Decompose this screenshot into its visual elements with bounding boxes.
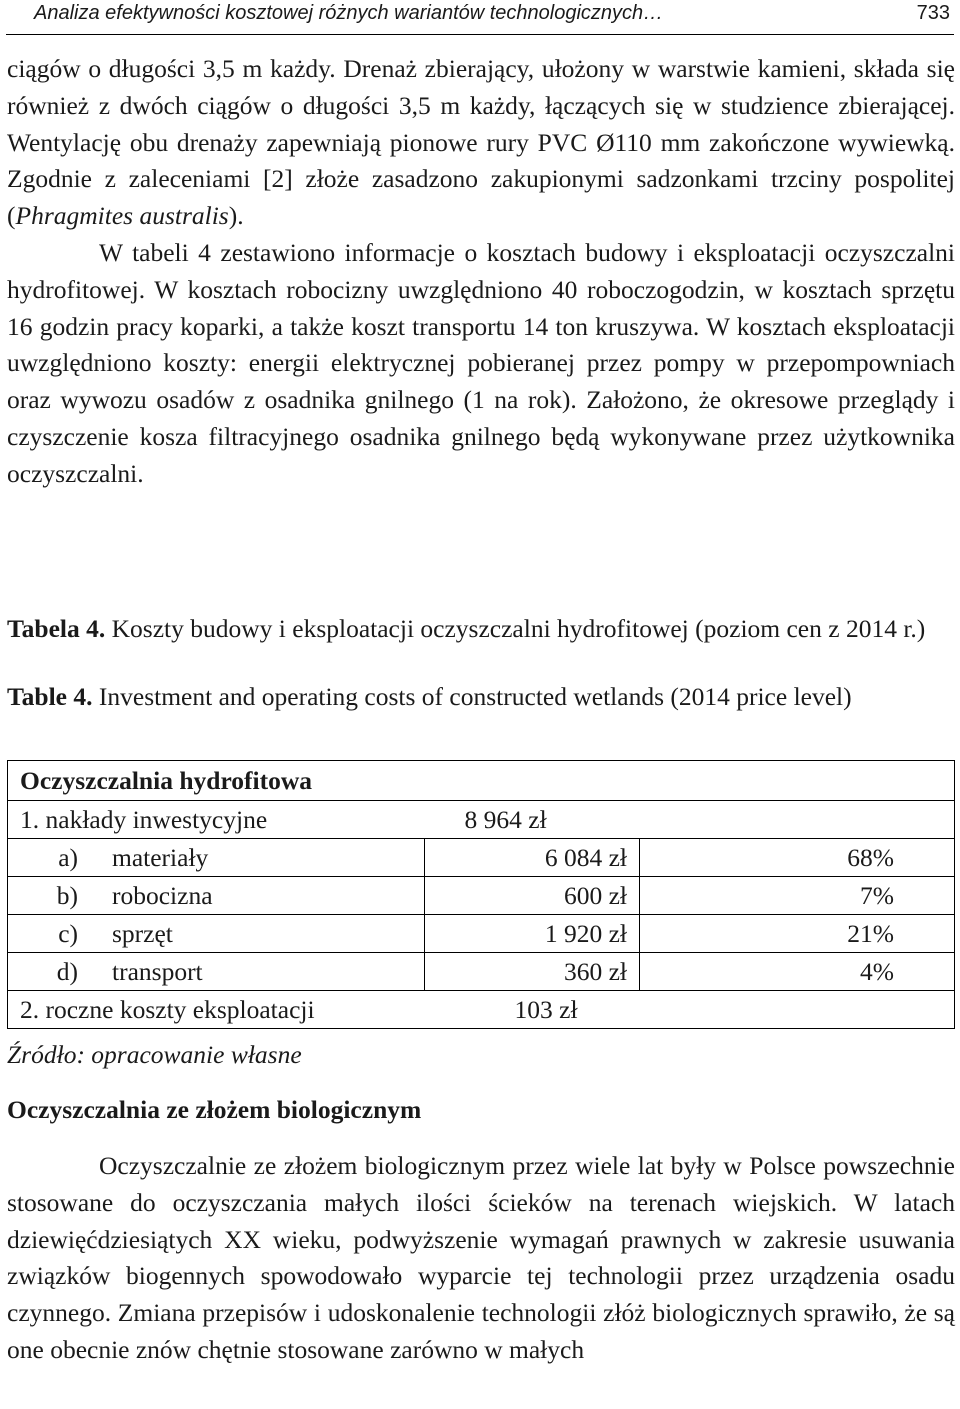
section-heading: Oczyszczalnia ze złożem biologicznym [7, 1095, 422, 1124]
row-share: 4% [640, 953, 955, 991]
table-header-row [8, 761, 955, 801]
row-amount: 360 zł [425, 953, 640, 991]
cost-table [7, 760, 955, 1029]
row-name: robocizna [84, 877, 425, 915]
row-letter: b) [8, 877, 85, 915]
row-share: 7% [640, 877, 955, 915]
row-name: sprzęt [84, 915, 425, 953]
paragraph-biofilter [7, 1148, 955, 1369]
row-amount: 6 084 zł [425, 839, 640, 877]
table-caption-pl-text: Koszty budowy i eksploatacji oczyszczalni hydrofitowej (poziom cen z 2014 r.) [111, 614, 926, 643]
row-share: 21% [640, 915, 955, 953]
investment-label: 1. nakłady inwestycyjne [8, 801, 425, 839]
table-caption-en [7, 680, 955, 714]
table-row [8, 877, 955, 915]
table-caption-en-label: Table 4. [7, 682, 93, 711]
table-caption-pl-label: Tabela 4. [7, 614, 106, 643]
table-row [8, 839, 955, 877]
paragraph-drainage-end: ). [228, 201, 244, 231]
row-amount: 1 920 zł [425, 915, 640, 953]
row-share: 68% [640, 839, 955, 877]
row-name: materiały [84, 839, 425, 877]
row-letter: c) [8, 915, 85, 953]
row-letter: a) [8, 839, 85, 877]
table-caption-en-text: Investment and operating costs of constructed wetlands (2014 price level) [98, 682, 852, 711]
paragraph-drainage-text: ciągów o długości 3,5 m każdy. Drenaż zbierający, ułożony w warstwie kamieni, składa się również z dwóch ciągów o długości 3,5 m każdy, łączących się w studzience zbierającej. Wentylację obu drenaży zapewniają pionowe rury PVC Ø110 mm zakończone wywiewką. Zgodnie z zaleceniami [2] złoże zasadzono zakupionymi sadzonkami trzciny pospolitej ( [7, 54, 955, 231]
row-letter: d) [8, 953, 85, 991]
running-head [6, 0, 954, 35]
table-row-investment [8, 801, 955, 839]
row-amount: 600 zł [425, 877, 640, 915]
operating-label: 2. roczne koszty eksploatacji [8, 991, 425, 1029]
running-head-title: Analiza efektywności kosztowej różnych wariantów technologicznych… [34, 2, 664, 24]
investment-amount: 8 964 zł [425, 801, 955, 839]
table-caption-pl [7, 612, 955, 646]
table-source: Źródło: opracowanie własne [7, 1040, 302, 1069]
table-header: Oczyszczalnia hydrofitowa [8, 761, 955, 801]
paragraph-biofilter-text: Oczyszczalnie ze złożem biologicznym przez wiele lat były w Polsce powszechnie stosowane do oczyszczania małych ilości ścieków na terenach wiejskich. W latach dziewięćdziesiątych XX wieku, podwyższenie wymagań prawnych w zakresie usuwania związków biogennych spowodowało wyparcie tej technologii przez urządzenia osadu czynnego. Zmiana przepisów i udoskonalenie technologii złóż biologicznych sprawiło, że są one obecnie znów chętnie stosowane zarówno w małych [7, 1151, 955, 1364]
page-number: 733 [916, 2, 950, 24]
species-name: Phragmites australis [15, 201, 229, 231]
operating-amount: 103 zł [425, 991, 955, 1029]
table-row [8, 953, 955, 991]
table-row-operating [8, 991, 955, 1029]
paragraph-costs: W tabeli 4 zestawiono informacje o kosztach budowy i eksploatacji oczyszczalni hydrofitowej. W kosztach robocizny uwzględniono 40 roboczogodzin, w kosztach sprzętu 16 godzin pracy koparki, a także koszt transportu 14 ton kruszywa. W kosztach eksploatacji uwzględniono koszty: energii elektrycznej pobieranej przez pompy w przepompowniach oraz wywozu osadów z osadnika gnilnego (1 na rok). Założono, że okresowe przeglądy i czyszczenie kosza filtracyjnego osadnika gnilnego będą wykonywane przez użytkownika oczyszczalni. [7, 237, 955, 488]
row-name: transport [84, 953, 425, 991]
table-row [8, 915, 955, 953]
paragraph-drainage [7, 51, 955, 493]
